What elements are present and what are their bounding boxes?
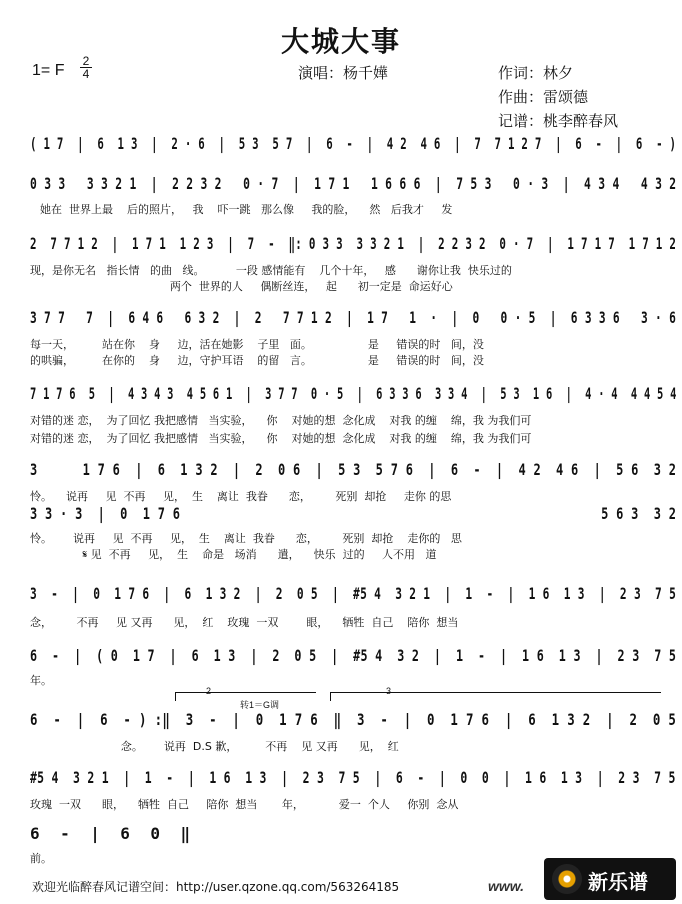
logo-text: 新乐谱 (588, 870, 648, 894)
composer-credit: 作曲：雷颂德 (498, 89, 589, 106)
lyric-row-9: 念。 说再 D.S 歉， 不再 见 又再 见， 红 (30, 740, 399, 753)
notation-row-6: 3 3 · 3 | 0 1 7 6 5 6 3 3 2 (30, 504, 677, 523)
notation-row-5: 3 1 7 6 | 6 1 3 2 | 2 0 6 | 5 3 5 7 6 | 6 - | 4 2 4 6 | 5 6 3 2 (30, 460, 677, 479)
song-title: 大城大事 (280, 25, 401, 58)
lyric-row-4: 对错的迷 恋， 为了回忆 我把感情 当实验， 你 对她的想 念化成 对我 的缠 绵，我 为我们可 (30, 414, 532, 427)
transcriber-credit: 记谱：桃李醉春风 (498, 113, 619, 130)
notation-row-2: 2 7 7 1 2 | 1 7 1 1 2 3 | 7 - ‖: 0 3 3 3 3 2 1 | 2 2 3 2 0 · 7 | 1 7 1 7 1 7 1 2 (30, 234, 677, 253)
notation-row-1: 0 3 3 3 3 2 1 | 2 2 3 2 0 · 7 | 1 7 1 1 6 6 6 | 7 5 3 0 · 3 | 4 3 4 4 3 2 (30, 174, 677, 193)
lyric-row-3: 每一天， 站在你 身 边，活在她影 子里 面。 是 错误的时 间，没 (30, 338, 484, 351)
lyric-row-4b: 对错的迷 恋， 为了回忆 我把感情 当实验， 你 对她的想 念化成 对我 的缠 绵，我 为我们可 (30, 432, 532, 445)
footer-www: www. (488, 878, 525, 894)
record-disc-icon (552, 864, 582, 894)
lyric-row-3b: 的哄骗， 在你的 身 边，守护耳语 的留 言。 是 错误的时 间，没 (30, 354, 484, 367)
notation-row-11: 6 - | 6 0 ‖ (30, 824, 191, 843)
volta-number-2: 2 (206, 686, 212, 696)
time-signature (80, 55, 92, 80)
lyricist-credit: 作词：林夕 (498, 65, 574, 82)
site-logo (544, 858, 676, 900)
singer-credit: 演唱：杨千嬅 (298, 65, 389, 82)
notation-row-3: 3 7 7 7 | 6 4 6 6 3 2 | 2 7 7 1 2 | 1 7 1 · | 0 0 · 5 | 6 3 3 6 3 · 6 (30, 308, 677, 327)
lyric-row-2b: 两个 世界的人 偶断丝连， 起 初一定是 命运好心 (30, 280, 453, 293)
meter-top: 2 (80, 55, 92, 68)
lyric-row-6b: 𝄋 见 不再 见， 生 命是 场消 遣， 快乐 过的 人不用 道 (30, 548, 437, 561)
lyric-row-10: 玫瑰 一双 眼， 牺牲 自己 陪你 想当 年， 爱一 个人 你别 念从 (30, 798, 459, 811)
footer-text: 欢迎光临醉春风记谱空间：http://user.qzone.qq.com/563264185 (32, 880, 400, 894)
lyric-row-6: 怜。 说再 见 不再 见， 生 离让 我眷 恋， 死别 却抢 走你的 思 (30, 532, 462, 545)
notation-row-7: 3 - | 0 1 7 6 | 6 1 3 2 | 2 0 5 | #5 4 3 2 1 | 1 - | 1 6 1 3 | 2 3 7 5 (30, 584, 677, 603)
notation-row-0: ( 1 7 | 6 1 3 | 2 · 6 | 5 3 5 7 | 6 - | 4 2 4 6 | 7 7 1 2 7 | 6 - | 6 - ) (30, 134, 677, 153)
lyric-row-8: 年。 (30, 674, 52, 687)
notation-row-4: 7 1 7 6 5 | 4 3 4 3 4 5 6 1 | 3 7 7 0 · 5 | 6 3 3 6 3 3 4 | 5 3 1 6 | 4 · 4 4 4 5 4 (30, 384, 677, 403)
lyric-row-11: 前。 (30, 852, 52, 865)
meter-bottom: 4 (82, 67, 90, 81)
lyric-row-2: 现，是你无名 指长情 的曲 线。 一段 感情能有 几个十年， 感 谢你让我 快乐过的 (30, 264, 512, 277)
lyric-row-7: 念， 不再 见 又再 见， 红 玫瑰 一双 眼， 牺牲 自己 陪你 想当 (30, 616, 459, 629)
lyric-row-5: 怜。 说再 见 不再 见， 生 离让 我眷 恋， 死别 却抢 走你 的思 (30, 490, 452, 503)
key-signature: 1= F (32, 62, 65, 79)
notation-row-9: 6 - | 6 - ) :‖ 3 - | 0 1 7 6 ‖ 3 - | 0 1 7 6 | 6 1 3 2 | 2 0 5 (30, 710, 677, 729)
notation-row-8: 6 - | ( 0 1 7 | 6 1 3 | 2 0 5 | #5 4 3 2 | 1 - | 1 6 1 3 | 2 3 7 5 (30, 646, 677, 665)
modulation-label: 转1＝G调 (240, 700, 280, 710)
notation-row-10: #5 4 3 2 1 | 1 - | 1 6 1 3 | 2 3 7 5 | 6 - | 0 0 | 1 6 1 3 | 2 3 7 5 (30, 768, 676, 787)
volta-number-3: 3 (386, 686, 392, 696)
volta-bracket-3 (330, 692, 661, 701)
lyric-row-1: 她在 世界上最 后的照片， 我 吓一跳 那么像 我的脸， 然 后我才 发 (40, 203, 453, 216)
